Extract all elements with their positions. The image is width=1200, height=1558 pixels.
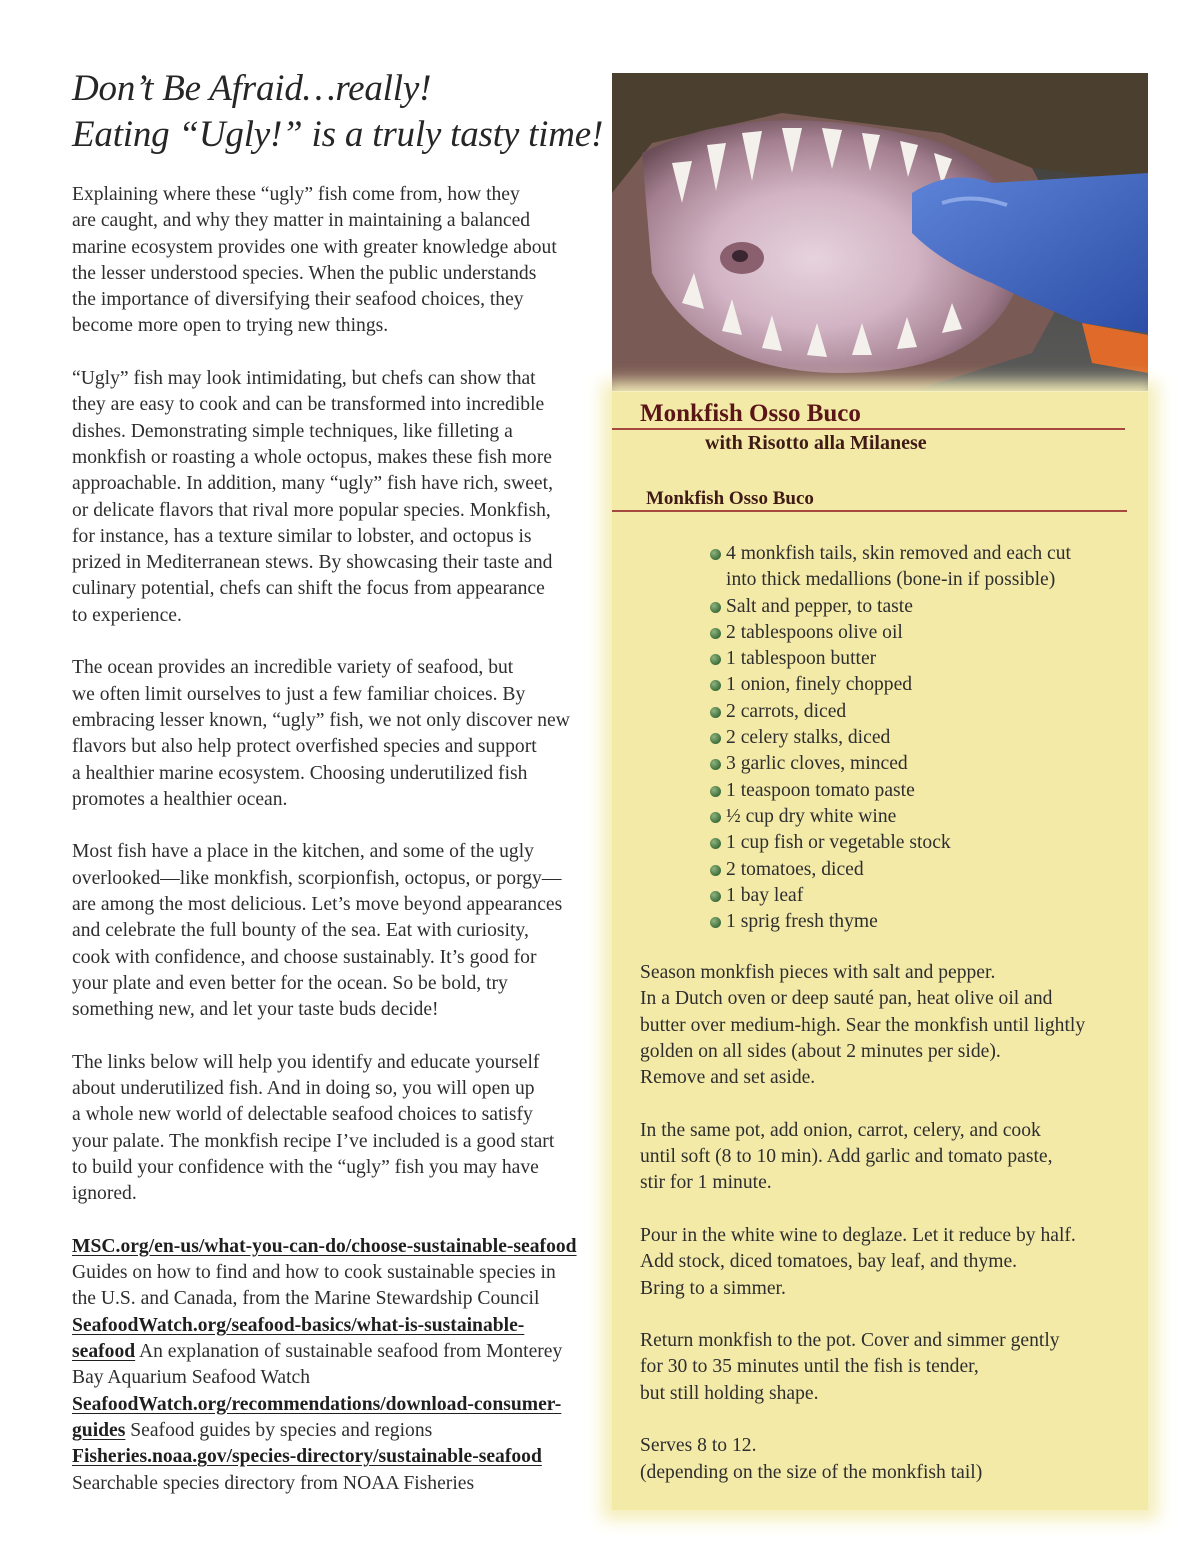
seafoodwatch-guides-link-part2[interactable]: guides — [72, 1419, 126, 1441]
ingredient-item — [710, 857, 1130, 883]
ingredient-item — [710, 778, 1130, 804]
recipe-title: Monkfish Osso Buco — [640, 400, 861, 427]
ingredients-section-title: Monkfish Osso Buco — [646, 488, 814, 509]
paragraph-line: culinary potential, chefs can shift the focus from appearance — [72, 578, 545, 600]
seafoodwatch-basics-description-1: An explanation of sustainable seafood from Monterey — [135, 1341, 563, 1363]
paragraph-line: Explaining where these “ugly” fish come from, how they — [72, 184, 520, 205]
paragraph-line: your plate and even better for the ocean. So be bold, try — [72, 972, 508, 994]
ingredient-item — [710, 830, 1130, 856]
ingredient-text: 2 tablespoons olive oil — [726, 621, 903, 643]
ingredient-text: 4 monkfish tails, skin removed and each cut — [726, 543, 1071, 564]
step-line: until soft (8 to 10 min). Add garlic and tomato paste, — [640, 1146, 1053, 1168]
paragraph-line: become more open to trying new things. — [72, 315, 389, 337]
article-headline — [72, 66, 607, 158]
paragraph-line: a whole new world of delectable seafood choices to satisfy — [72, 1104, 533, 1126]
ingredient-item — [710, 909, 1130, 935]
paragraph-line: they are easy to cook and can be transformed into incredible — [72, 394, 545, 416]
paragraph-line: the importance of diversifying their seafood choices, they — [72, 289, 524, 311]
ingredient-text: 1 sprig fresh thyme — [726, 911, 878, 933]
ingredient-text: 1 teaspoon tomato paste — [726, 779, 915, 801]
monkfish-mouth-photo — [612, 73, 1148, 391]
ingredient-item — [710, 883, 1130, 909]
step-line: In the same pot, add onion, carrot, celery, and cook — [640, 1119, 1041, 1141]
msc-description-2: the U.S. and Canada, from the Marine Stewardship Council — [72, 1288, 540, 1310]
ingredient-text: 2 carrots, diced — [726, 700, 847, 722]
paragraph-line: The ocean provides an incredible variety of seafood, but — [72, 657, 514, 679]
paragraph-line: embracing lesser known, “ugly” fish, we not only discover new — [72, 709, 570, 731]
bullet-icon — [710, 707, 721, 718]
bullet-icon — [710, 680, 721, 691]
paragraph-line: overlooked—like monkfish, scorpionfish, octopus, or porgy— — [72, 867, 562, 889]
bullet-icon — [710, 891, 721, 902]
step-line: Bring to a simmer. — [640, 1277, 786, 1299]
msc-description-1: Guides on how to find and how to cook sustainable species in — [72, 1262, 556, 1284]
paragraph-line: “Ugly” fish may look intimidating, but chefs can show that — [72, 368, 536, 390]
paragraph-line: dishes. Demonstrating simple techniques, like filleting a — [72, 420, 513, 442]
recipe-card — [612, 392, 1148, 1510]
ingredient-item — [710, 646, 1130, 672]
step-line: golden on all sides (about 2 minutes per side). — [640, 1040, 1001, 1062]
article-body — [72, 182, 607, 1208]
ingredient-text: ½ cup dry white wine — [726, 805, 897, 827]
step-line: (depending on the size of the monkfish tail) — [640, 1461, 983, 1483]
ingredient-text: 1 bay leaf — [726, 884, 804, 906]
step-line: Remove and set aside. — [640, 1067, 816, 1089]
paragraph-line: approachable. In addition, many “ugly” fish have rich, sweet, — [72, 473, 553, 495]
step-line: but still holding shape. — [640, 1382, 819, 1404]
paragraph-line: to build your confidence with the “ugly” fish you may have — [72, 1156, 539, 1178]
body-paragraph — [72, 655, 607, 813]
bullet-icon — [710, 549, 721, 560]
ingredient-item — [710, 804, 1130, 830]
seafoodwatch-guides-link-part1[interactable]: SeafoodWatch.org/recommendations/download-consumer- — [72, 1393, 562, 1415]
seafoodwatch-basics-link-part1[interactable]: SeafoodWatch.org/seafood-basics/what-is-sustainable- — [72, 1314, 525, 1336]
step-line: Return monkfish to the pot. Cover and simmer gently — [640, 1330, 1060, 1352]
ingredient-item — [710, 672, 1130, 698]
paragraph-line: flavors but also help protect overfished species and support — [72, 736, 537, 758]
bullet-icon — [710, 733, 721, 744]
resource-links — [72, 1234, 607, 1497]
bullet-icon — [710, 602, 721, 613]
bullet-icon — [710, 838, 721, 849]
paragraph-line: we often limit ourselves to just a few familiar choices. By — [72, 683, 526, 705]
ingredient-text: into thick medallions (bone-in if possible) — [726, 569, 1056, 591]
paragraph-line: promotes a healthier ocean. — [72, 788, 288, 810]
ingredient-item — [710, 620, 1130, 646]
ingredient-text: 1 cup fish or vegetable stock — [726, 832, 951, 854]
seafoodwatch-guides-description: Seafood guides by species and regions — [125, 1419, 433, 1441]
paragraph-line: prized in Mediterranean stews. By showcasing their taste and — [72, 552, 553, 574]
paragraph-line: a healthier marine ecosystem. Choosing underutilized fish — [72, 762, 528, 784]
paragraph-line: marine ecosystem provides one with greater knowledge about — [72, 236, 557, 258]
recipe-step — [640, 1433, 1140, 1486]
paragraph-line: ignored. — [72, 1183, 137, 1205]
bullet-icon — [710, 865, 721, 876]
paragraph-line: the lesser understood species. When the public understands — [72, 262, 537, 284]
body-paragraph — [72, 182, 607, 340]
ingredient-text: Salt and pepper, to taste — [726, 595, 913, 617]
ingredient-text: 2 celery stalks, diced — [726, 727, 891, 749]
paragraph-line: monkfish or roasting a whole octopus, makes these fish more — [72, 446, 552, 468]
paragraph-line: for instance, has a texture similar to lobster, and octopus is — [72, 525, 532, 547]
monkfish-photo-illustration — [612, 73, 1148, 391]
paragraph-line: The links below will help you identify and educate yourself — [72, 1051, 540, 1073]
step-line: Pour in the white wine to deglaze. Let it reduce by half. — [640, 1224, 1076, 1246]
paragraph-line: something new, and let your taste buds decide! — [72, 999, 439, 1021]
title-divider — [612, 428, 1125, 430]
paragraph-line: about underutilized fish. And in doing so, you will open up — [72, 1078, 535, 1100]
step-line: butter over medium-high. Sear the monkfish until lightly — [640, 1014, 1086, 1036]
bullet-icon — [710, 786, 721, 797]
body-paragraph — [72, 1050, 607, 1208]
paragraph-line: your palate. The monkfish recipe I’ve included is a good start — [72, 1130, 555, 1152]
ingredient-text: 1 tablespoon butter — [726, 648, 877, 670]
noaa-link[interactable]: Fisheries.noaa.gov/species-directory/sustainable-seafood — [72, 1446, 542, 1468]
body-paragraph — [72, 839, 607, 1023]
step-line: Season monkfish pieces with salt and pepper. — [640, 962, 996, 983]
paragraph-line: are caught, and why they matter in maintaining a balanced — [72, 210, 531, 232]
msc-link[interactable]: MSC.org/en-us/what-you-can-do/choose-sustainable-seafood — [72, 1235, 577, 1257]
ingredient-item — [710, 699, 1130, 725]
ingredient-text: 2 tomatoes, diced — [726, 858, 864, 880]
bullet-icon — [710, 759, 721, 770]
step-line: for 30 to 35 minutes until the fish is tender, — [640, 1356, 979, 1378]
bullet-icon — [710, 654, 721, 665]
noaa-description: Searchable species directory from NOAA Fisheries — [72, 1472, 475, 1494]
seafoodwatch-basics-link-part2[interactable]: seafood — [72, 1341, 136, 1363]
step-line: Add stock, diced tomatoes, bay leaf, and thyme. — [640, 1251, 1018, 1273]
ingredient-item — [710, 541, 1130, 594]
article-column — [72, 66, 607, 1497]
paragraph-line: Most fish have a place in the kitchen, and some of the ugly — [72, 841, 534, 863]
recipe-step — [640, 1118, 1140, 1197]
paragraph-line: and celebrate the full bounty of the sea. Eat with curiosity, — [72, 920, 529, 942]
recipe-step — [640, 1328, 1140, 1407]
step-line: Serves 8 to 12. — [640, 1435, 757, 1457]
headline-line-1: Don’t Be Afraid…really! — [72, 68, 432, 109]
headline-line-2: Eating “Ugly!” is a truly tasty time! — [72, 114, 604, 155]
recipe-step — [640, 1223, 1140, 1302]
bullet-icon — [710, 628, 721, 639]
bullet-icon — [710, 812, 721, 823]
recipe-step — [640, 960, 1140, 1091]
bullet-icon — [710, 917, 721, 928]
ingredient-text: 3 garlic cloves, minced — [726, 753, 908, 775]
step-line: In a Dutch oven or deep sauté pan, heat olive oil and — [640, 988, 1053, 1010]
seafoodwatch-basics-description-2: Bay Aquarium Seafood Watch — [72, 1367, 311, 1389]
paragraph-line: or delicate flavors that rival more popular species. Monkfish, — [72, 499, 551, 521]
ingredient-item — [710, 751, 1130, 777]
ingredient-list — [710, 541, 1130, 935]
paragraph-line: to experience. — [72, 604, 182, 626]
ingredient-text: 1 onion, finely chopped — [726, 674, 913, 696]
body-paragraph — [72, 366, 607, 629]
step-line: stir for 1 minute. — [640, 1172, 772, 1194]
ingredient-item — [710, 594, 1130, 620]
paragraph-line: are among the most delicious. Let’s move beyond appearances — [72, 894, 563, 916]
section-divider — [612, 510, 1127, 512]
ingredient-item — [710, 725, 1130, 751]
recipe-instructions — [640, 960, 1140, 1512]
recipe-subtitle: with Risotto alla Milanese — [705, 432, 927, 454]
paragraph-line: cook with confidence, and choose sustainably. It’s good for — [72, 946, 537, 968]
